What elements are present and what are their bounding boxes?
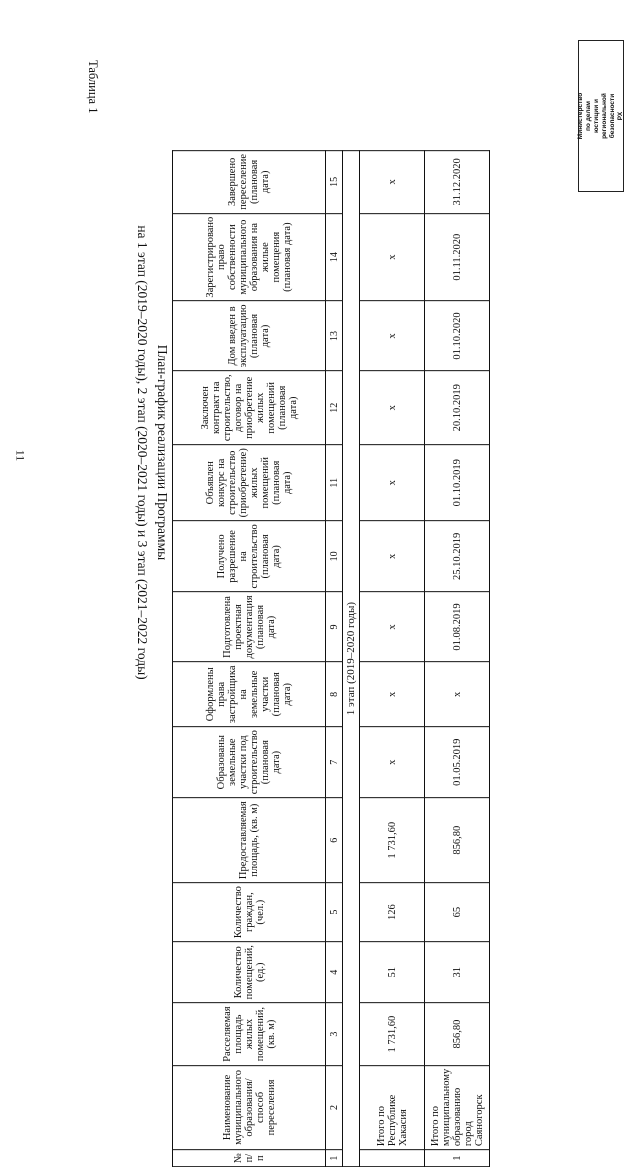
- header-cell-3: Расселяемая площадь жилых помещений, (кв. м): [173, 1003, 326, 1065]
- cell-provided: 856,80: [425, 798, 490, 883]
- cell-name: Итого по Республике Хакасия: [360, 1065, 425, 1149]
- header-cell-13: Дом введен в эксплуатацию (плановая дата): [173, 301, 326, 371]
- cell-people: 126: [360, 883, 425, 942]
- column-number-2: 2: [326, 1065, 343, 1149]
- column-number-row: [326, 151, 343, 1167]
- column-number-8: 8: [326, 662, 343, 727]
- column-number-13: 13: [326, 301, 343, 371]
- header-cell-1: № п/п: [173, 1150, 326, 1167]
- header-cell-2: Наименование муниципального образования/ способ переселения: [173, 1065, 326, 1149]
- header-cell-9: Подготовлена проектная документация (плановая дата): [173, 592, 326, 662]
- header-cell-8: Оформлены права застройщика на земельные участки (плановая дата): [173, 662, 326, 727]
- column-number-9: 9: [326, 592, 343, 662]
- title-line-1: План-график реализации Программы: [155, 344, 170, 561]
- stage-label: 1 этап (2019–2020 годы): [343, 151, 360, 1167]
- column-number-11: 11: [326, 445, 343, 521]
- column-number-14: 14: [326, 213, 343, 301]
- table-row: [425, 151, 490, 1167]
- cell-c15: 31.12.2020: [425, 151, 490, 214]
- table-row: [360, 151, 425, 1167]
- cell-c11: 01.10.2019: [425, 445, 490, 521]
- title-line-2: на 1 этап (2019–2020 годы), 2 этап (2020–2021 годы) и 3 этап (2021–2022 годы): [135, 225, 150, 680]
- cell-c9: 01.08.2019: [425, 592, 490, 662]
- cell-area: 1 731,60: [360, 1003, 425, 1065]
- header-cell-4: Количество помещений, (ед.): [173, 942, 326, 1003]
- cell-c7: 01.05.2019: [425, 727, 490, 798]
- column-number-5: 5: [326, 883, 343, 942]
- cell-c11: х: [360, 445, 425, 521]
- column-number-6: 6: [326, 798, 343, 883]
- stamp-text: Министерство по делам юстиции и региональной безопасности РХ: [577, 92, 624, 140]
- cell-c12: х: [360, 371, 425, 445]
- cell-c14: х: [360, 213, 425, 301]
- cell-c13: 01.10.2020: [425, 301, 490, 371]
- header-cell-12: Заключен контракт на строительство, договор на приобретение жилых помещений (плановая дата): [173, 371, 326, 445]
- cell-c8: х: [425, 662, 490, 727]
- column-number-7: 7: [326, 727, 343, 798]
- header-cell-11: Объявлен конкурс на строительство (приобретение) жилых помещений (плановая дата): [173, 445, 326, 521]
- cell-c15: х: [360, 151, 425, 214]
- column-number-15: 15: [326, 151, 343, 214]
- plan-table: [172, 150, 490, 1167]
- cell-c9: х: [360, 592, 425, 662]
- cell-num: 1: [425, 1150, 490, 1167]
- header-cell-14: Зарегистрировано право собственности муниципального образования на жилые помещения (плановая дата): [173, 213, 326, 301]
- header-row: [173, 151, 326, 1167]
- column-number-10: 10: [326, 521, 343, 592]
- cell-c10: х: [360, 521, 425, 592]
- cell-name: Итого по муниципальному образованию город Саяногорск: [425, 1065, 490, 1149]
- cell-c7: х: [360, 727, 425, 798]
- cell-c13: х: [360, 301, 425, 371]
- column-number-12: 12: [326, 371, 343, 445]
- table-label: Таблица 1: [86, 60, 100, 114]
- cell-num: [360, 1150, 425, 1167]
- cell-rooms: 31: [425, 942, 490, 1003]
- cell-c8: х: [360, 662, 425, 727]
- page-number: 11: [13, 449, 28, 462]
- header-cell-5: Количество граждан, (чел.): [173, 883, 326, 942]
- column-number-1: 1: [326, 1150, 343, 1167]
- column-number-3: 3: [326, 1003, 343, 1065]
- cell-area: 856,80: [425, 1003, 490, 1065]
- header-cell-7: Образованы земельные участки под строительство (плановая дата): [173, 727, 326, 798]
- cell-rooms: 51: [360, 942, 425, 1003]
- column-number-4: 4: [326, 942, 343, 1003]
- header-cell-6: Предоставляемая площадь, (кв. м): [173, 798, 326, 883]
- cell-c10: 25.10.2019: [425, 521, 490, 592]
- stage-row: [343, 151, 360, 1167]
- cell-people: 65: [425, 883, 490, 942]
- cell-provided: 1 731,60: [360, 798, 425, 883]
- cell-c14: 01.11.2020: [425, 213, 490, 301]
- cell-c12: 20.10.2019: [425, 371, 490, 445]
- header-cell-10: Получено разрешение на строительство (плановая дата): [173, 521, 326, 592]
- header-cell-15: Завершено переселение (плановая дата): [173, 151, 326, 214]
